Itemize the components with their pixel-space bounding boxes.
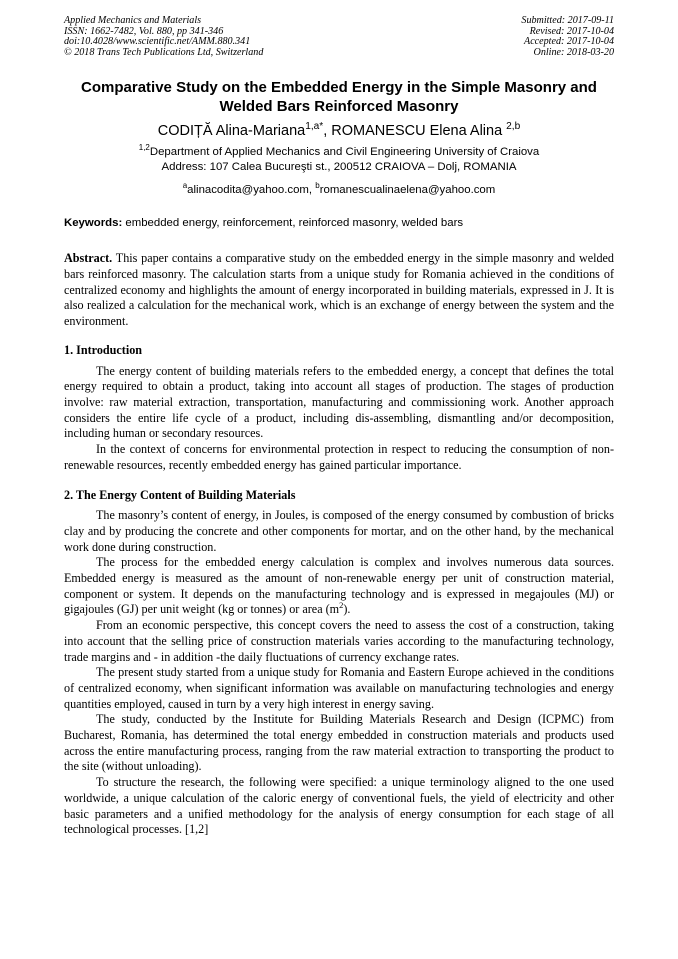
abstract — [64, 251, 614, 330]
doi: doi:10.4028/www.scientific.net/AMM.880.341 — [64, 36, 251, 48]
title-line-2: Welded Bars Reinforced Masonry — [219, 98, 459, 116]
email-a: alinacodita@yahoo.com, — [187, 184, 316, 197]
affiliation — [64, 145, 614, 175]
affil-dept: Department of Applied Mechanics and Civil Engineering University of Craiova — [149, 146, 540, 159]
section-1-paragraph-2: In the context of concerns for environmental protection in respect to reducing the consumption of non-renewable resources, recently embedded energy has gained particular importance. — [64, 442, 614, 472]
section-1-heading: 1. Introduction — [64, 342, 143, 357]
author-1-sup: 1,a* — [305, 121, 324, 133]
keywords-text: embedded energy, reinforcement, reinforced masonry, welded bars — [122, 217, 464, 230]
paper-title — [64, 78, 614, 116]
abstract-label: Abstract. — [64, 251, 113, 266]
journal-header — [64, 16, 614, 58]
email-a-sup: a — [182, 181, 188, 191]
section-2-paragraph-2-end: ). — [343, 602, 351, 617]
section-introduction — [64, 343, 614, 474]
email-b: romanescualinaelena@yahoo.com — [319, 184, 496, 197]
affil-address: Address: 107 Calea Bucureşti st., 200512 CRAIOVA – Dolj, ROMANIA — [161, 161, 517, 174]
author-1: CODIȚĂ Alina-Mariana — [157, 123, 306, 140]
section-1-paragraph-1: The energy content of building materials refers to the embedded energy, a concept that defines the total energy required to obtain a product, taking into account all stages of production. The stages of production involve: raw material extraction, transportation, manufacturing and commissioning work. Another approach considers the entire life cycle of a product, including dis-assembling, dismantling and/or decomposition, including human or secondary resources. — [64, 363, 614, 441]
header-right — [521, 16, 614, 58]
keywords-label: Keywords: — [64, 217, 123, 230]
author-emails — [64, 183, 614, 198]
section-2-paragraph-4: The present study started from a unique study for Romania and Eastern Europe achieved in the conditions of centralized economy, when significant information was available on manufacturing technologies and energy quantities employed, caused in turn by a very high interest in energy saving. — [64, 665, 614, 711]
section-2-paragraph-2 — [64, 555, 614, 618]
revised-date: Revised: 2017-10-04 — [529, 25, 614, 37]
accepted-date: Accepted: 2017-10-04 — [524, 36, 614, 48]
online-date: Online: 2018-03-20 — [533, 46, 614, 58]
section-2-paragraph-1: The masonry’s content of energy, in Joules, is composed of the energy consumed by combustion of bricks clay and by producing the concrete and other components for mortar, and on the other hand, by the mechanical work done during construction. — [64, 508, 614, 554]
author-sep: , — [323, 123, 332, 140]
section-2-heading: 2. The Energy Content of Building Materials — [64, 487, 296, 502]
copyright: © 2018 Trans Tech Publications Ltd, Switzerland — [64, 46, 264, 58]
section-2-paragraph-5: The study, conducted by the Institute for Building Materials Research and Design (ICPMC) from Bucharest, Romania, has determined the total energy embedded in construction materials and products used across the entire manufacturing process, ranging from the raw material extraction to transporting the product to the site (without unloading). — [64, 712, 614, 774]
section-energy-content — [64, 488, 614, 838]
keywords — [64, 216, 614, 231]
authors — [64, 122, 614, 140]
section-2-paragraph-2-sup: 2 — [339, 600, 344, 611]
title-line-1: Comparative Study on the Embedded Energy in the Simple Masonry and — [81, 79, 597, 97]
section-2-paragraph-6: To structure the research, the following were specified: a unique terminology aligned to the one used worldwide, a unique calculation of the caloric energy of conventional fuels, the yield of electricity and other basic parameters and a unified methodology for the analysis of energy consumption for each stage of all technological processes. [1,2] — [64, 775, 614, 837]
email-b-sup: b — [315, 181, 320, 191]
author-2-sup: 2,b — [506, 121, 521, 133]
section-2-paragraph-3: From an economic perspective, this concept covers the need to assess the cost of a construction, taking into account that the selling price of construction materials varies according to the manufacturing technology, trade margins and - in addition -the daily fluctuations of currency exchange rates. — [64, 618, 614, 664]
author-2: ROMANESCU Elena Alina — [331, 123, 507, 140]
section-2-paragraph-2-text: The process for the embedded energy calculation is complex and involves numerous data sources. Embedded energy is measured as the amount of non-renewable energy per unit of construction material, component or system. It depends on the manufacturing technology and is expressed in megajoules (MJ) or gigajoules (GJ) per unit weight (kg or tonnes) or area (m — [64, 555, 614, 617]
journal-name: Applied Mechanics and Materials — [64, 15, 202, 26]
header-left — [64, 16, 263, 58]
issn: ISSN: 1662-7482, Vol. 880, pp 341-346 — [64, 25, 224, 37]
affil-sup: 1,2 — [138, 143, 150, 153]
abstract-text: This paper contains a comparative study on the embedded energy in the simple masonry and welded bars reinforced masonry. The calculation starts from a unique study for Romania achieved in the conditions of centralized economy and highlights the amount of energy incorporated in building materials, expressed in J. It is also realized a calculation for the mechanical work, which is an exchange of energy between the system and the environment. — [64, 251, 614, 329]
submitted-date: Submitted: 2017-09-11 — [521, 15, 614, 26]
